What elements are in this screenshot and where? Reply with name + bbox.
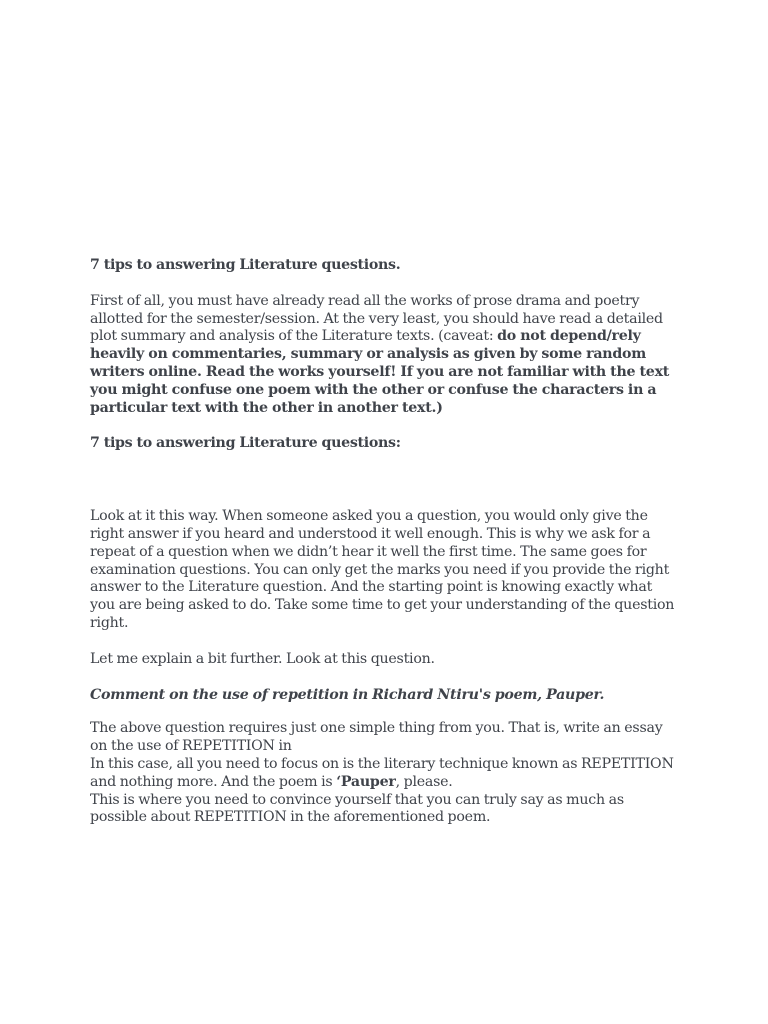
heading-tips-1: 7 tips to answering Literature questions. xyxy=(90,257,401,273)
paragraph-look-at-it: Look at it this way. When someone asked you a question, you would only give the right answer if you heard and understood it well enough. This is why we ask for a repeat of a question when we didn’t hear it well the first time. The same goes for examination questions. You can only get the marks you need if you provide the right answer to the Literature question. And the starting point is knowing exactly what you are being asked to do. Take some time to get your understanding of the question right. xyxy=(90,508,675,631)
paragraph-convince: This is where you need to convince yourself that you can truly say as much as possible about REPETITION in the aforementioned poem. xyxy=(90,791,624,826)
intro-text: First of all, you must have already read all the works of prose drama and poetry allotted for the semester/session. At the very least, you should have read a detailed plot summary and analysis of the Literature texts. (caveat: xyxy=(90,292,663,345)
example-question: Comment on the use of repetition in Richard Ntiru's poem, Pauper. xyxy=(90,686,605,703)
case-text-end: , please. xyxy=(395,773,453,790)
document-body xyxy=(90,257,680,827)
case-text: In this case, all you need to focus on is the literary technique known as REPETITION and nothing more. And the poem is xyxy=(90,755,674,790)
heading-tips-2: 7 tips to answering Literature questions: xyxy=(90,435,401,452)
intro-paragraph xyxy=(90,293,680,418)
paragraph-explain: Let me explain a bit further. Look at this question. xyxy=(90,650,435,667)
intro-caveat-bold: do not depend/rely heavily on commentaries, summary or analysis as given by some random writers online. Read the works yourself! If you are not familiar with the text you might confuse one poem with the other or confuse the characters in a particular text with the other in another text.) xyxy=(90,328,670,416)
paragraph-above-question: The above question requires just one simple thing from you. That is, write an essay on the use of REPETITION in xyxy=(90,720,663,755)
poem-name-bold: ‘Pauper xyxy=(336,773,396,790)
paragraph-in-this-case xyxy=(90,756,680,792)
